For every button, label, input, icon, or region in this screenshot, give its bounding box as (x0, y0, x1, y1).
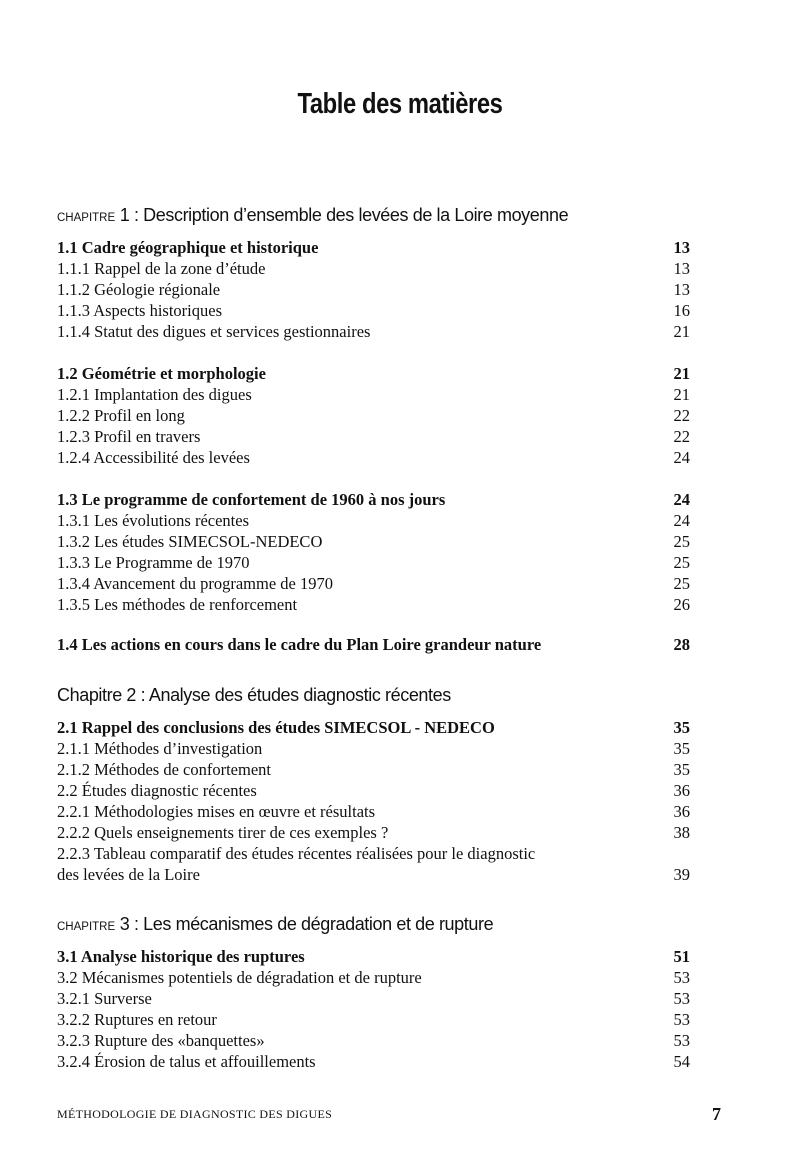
toc-entry-1-1-2[interactable] (57, 279, 690, 300)
entry-page: 39 (673, 865, 690, 884)
toc-entry-1-3-1[interactable] (57, 510, 690, 531)
toc-entry-3-2-3[interactable] (57, 1030, 690, 1051)
entry-title: 1.1.2 Géologie régionale (57, 280, 221, 299)
toc-entry-1-2-2[interactable] (57, 405, 690, 426)
entry-title: 2.2.1 Méthodologies mises en œuvre et résultats (57, 802, 376, 821)
entry-page: 35 (673, 739, 690, 758)
toc-entry-2-2-3-cont[interactable] (57, 864, 690, 885)
entry-title: 3.2 Mécanismes potentiels de dégradation et de rupture (57, 968, 422, 987)
entry-page: 21 (673, 385, 690, 404)
toc-entry-1-3-4[interactable] (57, 573, 690, 594)
entry-page: 36 (673, 802, 690, 821)
entry-page: 26 (673, 595, 690, 614)
toc-entry-3-2-1[interactable] (57, 988, 690, 1009)
entry-page: 25 (673, 574, 690, 593)
entry-page: 13 (673, 238, 690, 257)
entry-title: 2.1.1 Méthodes d’investigation (57, 739, 263, 758)
chapter-heading-2: Chapitre 2 : Analyse des études diagnostic récentes (57, 685, 451, 705)
entry-page: 24 (673, 511, 690, 530)
entry-title: 2.1 Rappel des conclusions des études SIMECSOL - NEDECO (57, 718, 495, 737)
toc-entry-1-1-4[interactable] (57, 321, 690, 342)
toc-entry-1-4[interactable] (57, 634, 690, 655)
entry-title: 1.2.1 Implantation des digues (57, 385, 252, 404)
chapter-heading-1 (57, 205, 568, 226)
entry-title: 1.2 Géométrie et morphologie (57, 364, 266, 383)
entry-title: 3.1 Analyse historique des ruptures (57, 947, 305, 966)
entry-title: 1.3.3 Le Programme de 1970 (57, 553, 250, 572)
entry-page: 22 (673, 427, 690, 446)
entry-page: 53 (673, 989, 690, 1008)
entry-title: 2.2 Études diagnostic récentes (57, 781, 257, 800)
entry-title: 3.2.2 Ruptures en retour (57, 1010, 217, 1029)
entry-page: 22 (673, 406, 690, 425)
entry-title: 1.4 Les actions en cours dans le cadre du Plan Loire grandeur nature (57, 635, 542, 654)
entry-title: 1.3.4 Avancement du programme de 1970 (57, 574, 333, 593)
entry-page: 21 (673, 364, 690, 383)
entry-page: 21 (673, 322, 690, 341)
entry-page: 53 (673, 1010, 690, 1029)
toc-entry-2-2-1[interactable] (57, 801, 690, 822)
entry-page: 16 (673, 301, 690, 320)
entry-page: 53 (673, 1031, 690, 1050)
entry-title: 1.3 Le programme de confortement de 1960 à nos jours (57, 490, 446, 509)
entry-title: des levées de la Loire (57, 865, 200, 884)
toc-entry-3-2-4[interactable] (57, 1051, 690, 1072)
entry-title: 1.3.5 Les méthodes de renforcement (57, 595, 298, 614)
chapter-title: 1 : Description d’ensemble des levées de la Loire moyenne (115, 205, 569, 225)
page-title: Table des matières (297, 88, 503, 120)
entry-title: 3.2.3 Rupture des «banquettes» (57, 1031, 265, 1050)
entry-title: 3.2.4 Érosion de talus et affouillements (57, 1052, 316, 1071)
page-footer (57, 1104, 721, 1126)
page-number: 7 (712, 1104, 721, 1124)
toc-entry-1-2-4[interactable] (57, 447, 690, 468)
entry-title: 2.1.2 Méthodes de confortement (57, 760, 271, 779)
entry-title: 1.2.3 Profil en travers (57, 427, 201, 446)
toc-entry-1-1[interactable] (57, 237, 690, 258)
toc-entry-1-3-3[interactable] (57, 552, 690, 573)
toc-entry-2-2-2[interactable] (57, 822, 690, 843)
entry-title: 2.2.2 Quels enseignements tirer de ces exemples ? (57, 823, 389, 842)
entry-page: 51 (673, 947, 690, 966)
entry-title: 1.2.2 Profil en long (57, 406, 185, 425)
entry-title: 1.1.4 Statut des digues et services gestionnaires (57, 322, 371, 341)
entry-page: 35 (673, 718, 690, 737)
entry-title: 1.3.1 Les évolutions récentes (57, 511, 249, 530)
entry-title: 2.2.3 Tableau comparatif des études récentes réalisées pour le diagnostic (57, 844, 536, 863)
entry-page: 13 (673, 259, 690, 278)
toc-entry-2-2[interactable] (57, 780, 690, 801)
entry-title: 1.1.1 Rappel de la zone d’étude (57, 259, 266, 278)
entry-page: 35 (673, 760, 690, 779)
entry-page: 13 (673, 280, 690, 299)
toc-entry-1-2-3[interactable] (57, 426, 690, 447)
toc-entry-2-1-1[interactable] (57, 738, 690, 759)
toc-entry-3-2-2[interactable] (57, 1009, 690, 1030)
toc-entry-1-1-3[interactable] (57, 300, 690, 321)
toc-entry-1-3-5[interactable] (57, 594, 690, 615)
entry-title: 3.2.1 Surverse (57, 989, 152, 1008)
entry-title: 1.1 Cadre géographique et historique (57, 238, 319, 257)
toc-entry-1-2-1[interactable] (57, 384, 690, 405)
toc-entry-3-1[interactable] (57, 946, 690, 967)
entry-title: 1.1.3 Aspects historiques (57, 301, 222, 320)
entry-page: 24 (673, 490, 690, 509)
chapter-heading-3 (57, 914, 493, 935)
entry-page: 53 (673, 968, 690, 987)
toc-entry-1-3[interactable] (57, 489, 690, 510)
entry-page: 28 (673, 635, 690, 654)
toc-entry-2-1-2[interactable] (57, 759, 690, 780)
entry-title: 1.3.2 Les études SIMECSOL-NEDECO (57, 532, 323, 551)
chapter-label: CHAPITRE (57, 212, 116, 224)
entry-page: 54 (673, 1052, 690, 1071)
chapter-label: CHAPITRE (57, 921, 116, 933)
footer-title: MÉTHODOLOGIE DE DIAGNOSTIC DES DIGUES (57, 1107, 333, 1121)
toc-entry-2-2-3[interactable] (57, 843, 690, 864)
entry-page: 25 (673, 532, 690, 551)
toc-entry-2-1[interactable] (57, 717, 690, 738)
toc-entry-1-2[interactable] (57, 363, 690, 384)
entry-page: 36 (673, 781, 690, 800)
chapter-title: 3 : Les mécanismes de dégradation et de rupture (115, 914, 494, 934)
toc-entry-1-1-1[interactable] (57, 258, 690, 279)
entry-page: 38 (673, 823, 690, 842)
entry-page: 24 (673, 448, 690, 467)
toc-entry-3-2[interactable] (57, 967, 690, 988)
entry-page: 25 (673, 553, 690, 572)
entry-title: 1.2.4 Accessibilité des levées (57, 448, 250, 467)
toc-entry-1-3-2[interactable] (57, 531, 690, 552)
